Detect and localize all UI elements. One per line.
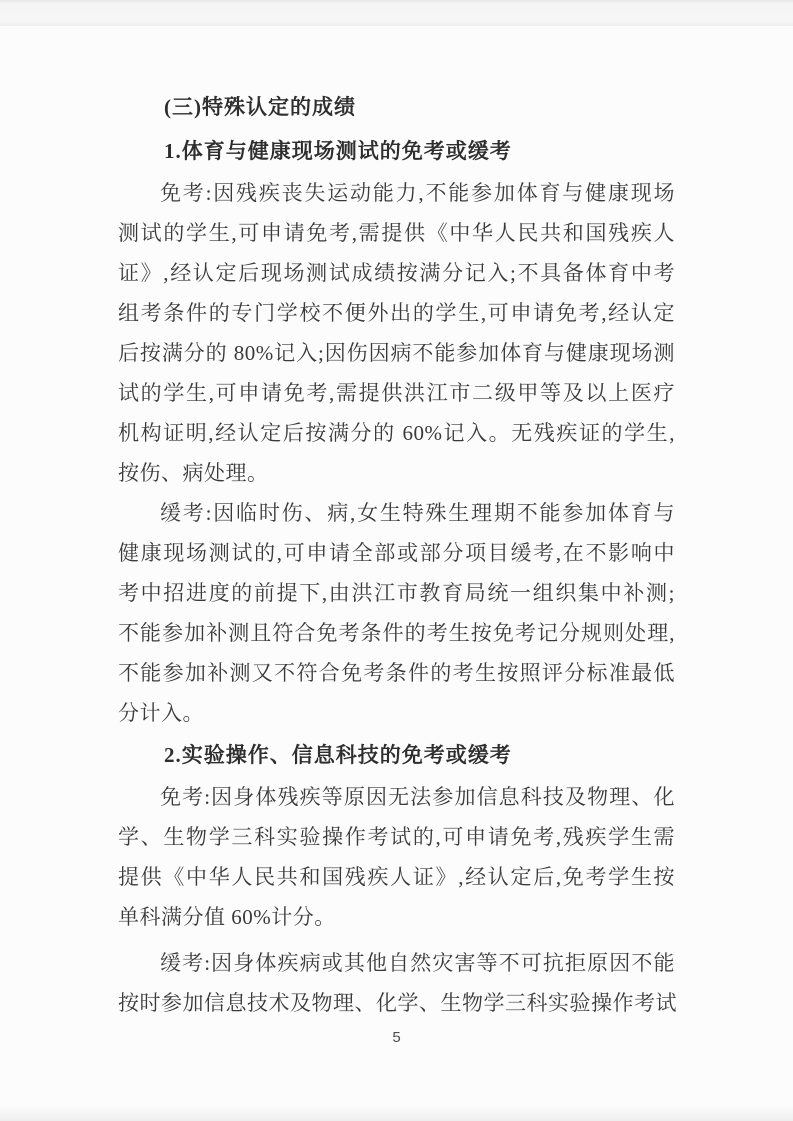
text-line: 分计入。 xyxy=(118,701,204,725)
text-line: 试的学生,可申请免考,需提供洪江市二级甲等及以上医疗 xyxy=(118,381,675,405)
text-line: 证》,经认定后现场测试成绩按满分记入;不具备体育中考 xyxy=(118,261,675,285)
text-line: 免考:因残疾丧失运动能力,不能参加体育与健康现场 xyxy=(160,181,675,205)
text-line: 测试的学生,可申请免考,需提供《中华人民共和国残疾人 xyxy=(118,221,675,245)
text-line: 缓考:因身体疾病或其他自然灾害等不可抗拒原因不能 xyxy=(160,951,675,975)
document-body xyxy=(118,85,675,1023)
scan-artifact-top xyxy=(0,0,793,26)
text-line: 考中招进度的前提下,由洪江市教育局统一组织集中补测; xyxy=(118,581,675,605)
text-line: 组考条件的专门学校不便外出的学生,可申请免考,经认定 xyxy=(118,301,675,325)
heading-line: 1.体育与健康现场测试的免考或缓考 xyxy=(164,139,512,163)
text-line: 学、生物学三科实验操作考试的,可申请免考,残疾学生需 xyxy=(118,825,675,849)
text-line: 健康现场测试的,可申请全部或部分项目缓考,在不影响中 xyxy=(118,541,675,565)
text-line: 机构证明,经认定后按满分的 60%记入。无残疾证的学生, xyxy=(118,421,675,445)
text-line: 按时参加信息技术及物理、化学、生物学三科实验操作考试 xyxy=(118,991,677,1015)
page-number: 5 xyxy=(392,1029,401,1046)
heading-line: 2.实验操作、信息科技的免考或缓考 xyxy=(164,743,512,767)
scan-artifact-bottom xyxy=(0,1105,793,1121)
text-line: 单科满分值 60%计分。 xyxy=(118,905,336,929)
text-line: 后按满分的 80%记入;因伤因病不能参加体育与健康现场测 xyxy=(118,341,675,365)
text-line: 提供《中华人民共和国残疾人证》,经认定后,免考学生按 xyxy=(118,865,675,889)
heading-line: (三)特殊认定的成绩 xyxy=(164,95,356,119)
text-line: 不能参加补测且符合免考条件的考生按免考记分规则处理, xyxy=(118,621,675,645)
text-line: 按伤、病处理。 xyxy=(118,461,269,485)
text-line: 缓考:因临时伤、病,女生特殊生理期不能参加体育与 xyxy=(160,501,675,525)
text-line: 免考:因身体残疾等原因无法参加信息科技及物理、化 xyxy=(160,785,675,809)
text-line: 不能参加补测又不符合免考条件的考生按照评分标准最低 xyxy=(118,661,675,685)
